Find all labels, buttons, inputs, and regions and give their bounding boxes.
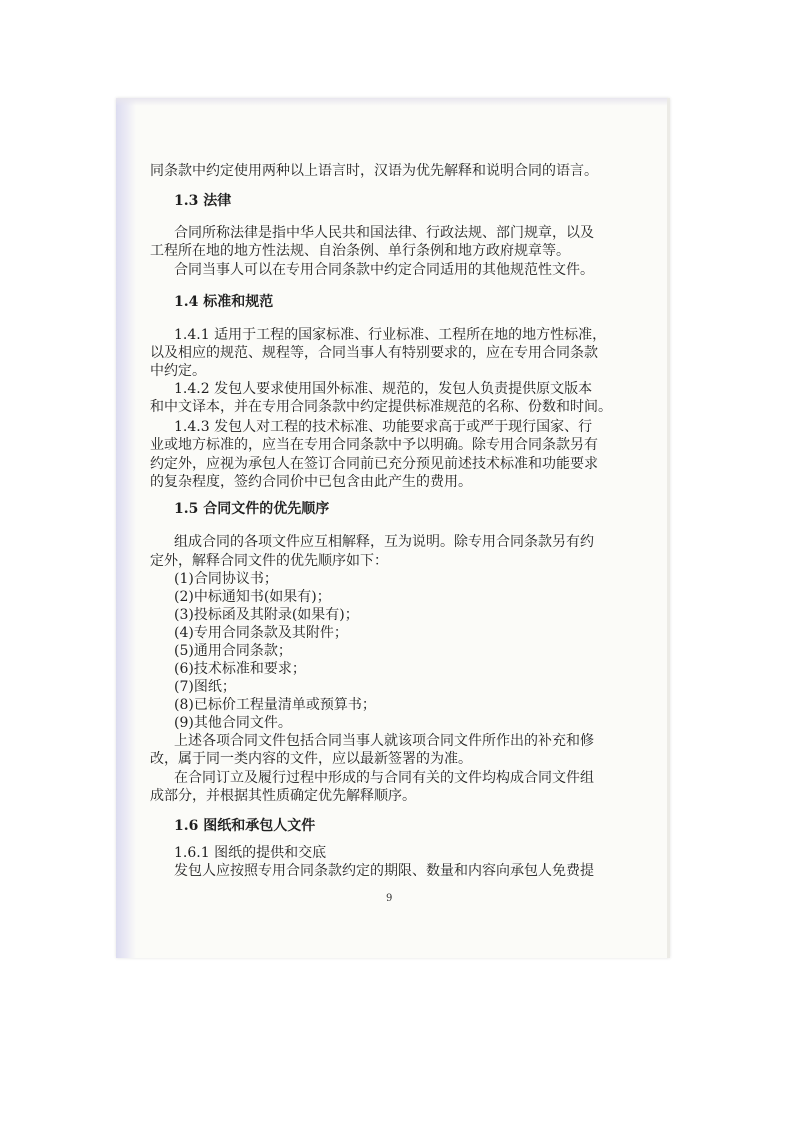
text-line: 的复杂程度，签约合同价中已包含由此产生的费用。	[150, 474, 472, 490]
text-line: 1.4.2 发包人要求使用国外标准、规范的，发包人负责提供原文版本	[174, 381, 593, 397]
text-line: 在合同订立及履行过程中形成的与合同有关的文件均构成合同文件组	[174, 770, 594, 786]
text-line: 和中文译本，并在专用合同条款中约定提供标准规范的名称、份数和时间。	[150, 399, 612, 415]
list-item: (2)中标通知书(如果有)；	[174, 589, 331, 605]
subsection-heading-1-6-1: 1.6.1 图纸的提供和交底	[174, 845, 327, 861]
text-line: 中约定。	[150, 363, 206, 379]
text-line: 合同所称法律是指中华人民共和国法律、行政法规、部门规章，以及	[174, 225, 594, 241]
text-line: 合同当事人可以在专用合同条款中约定合同适用的其他规范性文件。	[174, 262, 594, 278]
list-item: (5)通用合同条款；	[174, 643, 292, 659]
page-number: 9	[386, 893, 393, 904]
text-line: 改，属于同一类内容的文件，应以最新签署的为准。	[150, 751, 472, 767]
list-item: (4)专用合同条款及其附件；	[174, 625, 348, 641]
list-item: (3)投标函及其附录(如果有)；	[174, 607, 359, 623]
text-line: 定外，解释合同文件的优先顺序如下：	[150, 553, 388, 569]
page-right-edge	[667, 98, 670, 958]
text-line: 以及相应的规范、规程等，合同当事人有特别要求的，应在专用合同条款	[150, 345, 598, 361]
text-line: 工程所在地的地方性法规、自治条例、单行条例和地方政府规章等。	[150, 243, 570, 259]
section-heading-1-6: 1.6 图纸和承包人文件	[174, 818, 316, 834]
list-item: (1)合同协议书；	[174, 571, 278, 587]
section-heading-1-3: 1.3 法律	[174, 193, 232, 209]
text-line: 业或地方标准的，应当在专用合同条款中予以明确。除专用合同条款另有	[150, 437, 598, 453]
list-item: (6)技术标准和要求；	[174, 661, 306, 677]
document-page	[116, 98, 670, 958]
list-item: (8)已标价工程量清单或预算书；	[174, 697, 376, 713]
text-line: 1.4.3 发包人对工程的技术标准、功能要求高于或严于现行国家、行	[174, 419, 593, 435]
text-line: 发包人应按照专用合同条款约定的期限、数量和内容向承包人免费提	[174, 863, 594, 879]
text-line: 上述各项合同文件包括合同当事人就该项合同文件所作出的补充和修	[174, 733, 594, 749]
list-item: (9)其他合同文件。	[174, 715, 292, 731]
text-line: 1.4.1 适用于工程的国家标准、行业标准、工程所在地的地方性标准，	[174, 327, 607, 343]
text-line: 组成合同的各项文件应互相解释，互为说明。除专用合同条款另有约	[174, 534, 594, 550]
list-item: (7)图纸；	[174, 679, 236, 695]
text-line: 成部分，并根据其性质确定优先解释顺序。	[150, 788, 416, 804]
page-left-shadow	[116, 98, 136, 958]
text-line: 同条款中约定使用两种以上语言时，汉语为优先解释和说明合同的语言。	[150, 163, 598, 179]
section-heading-1-5: 1.5 合同文件的优先顺序	[174, 501, 330, 517]
section-heading-1-4: 1.4 标准和规范	[174, 294, 274, 310]
page-top-shadow	[116, 98, 670, 106]
text-line: 约定外，应视为承包人在签订合同前已充分预见前述技术标准和功能要求	[150, 456, 598, 472]
